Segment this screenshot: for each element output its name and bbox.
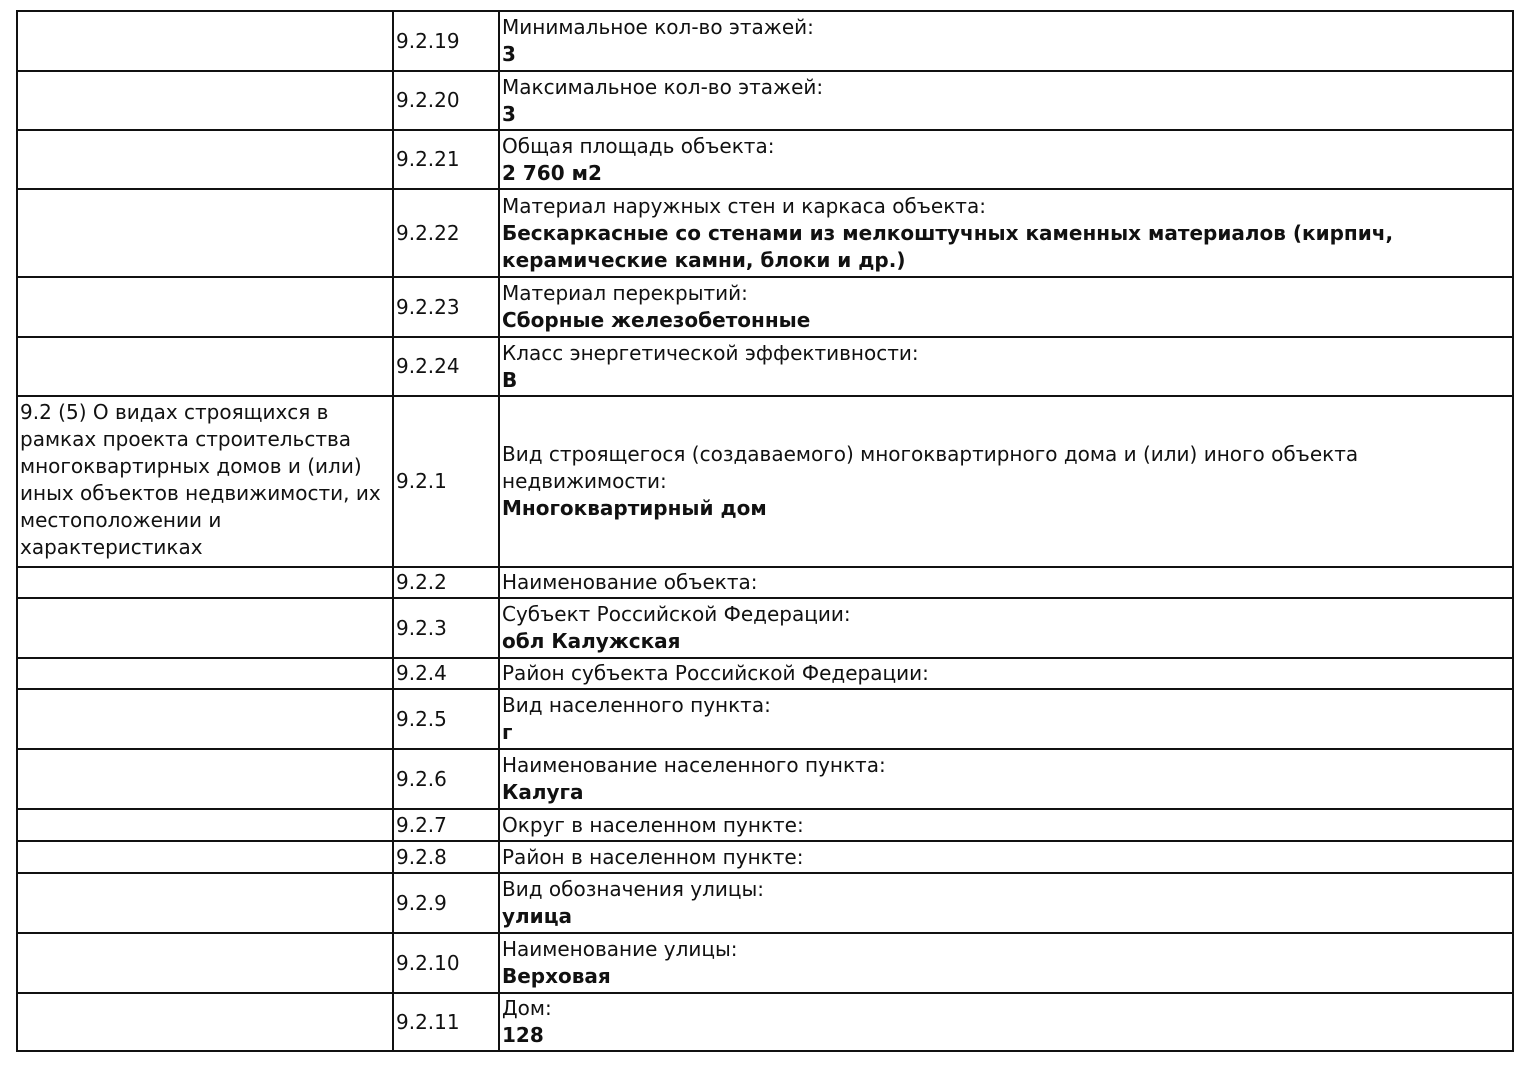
field-label: Наименование улицы: [502,937,738,961]
field-label: Наименование объекта: [502,570,758,594]
section-cell [17,749,393,809]
section-cell [17,598,393,658]
field-value: В [502,367,518,392]
item-number: 9.2.24 [393,337,499,396]
content-cell [499,933,1513,993]
field-label: Максимальное кол-во этажей: [502,74,824,99]
item-number: 9.2.8 [393,841,499,873]
item-number: 9.2.19 [393,11,499,71]
section-cell [17,933,393,993]
item-number: 9.2.11 [393,993,499,1051]
section-cell [17,841,393,873]
field-label: Наименование населенного пункта: [502,753,886,777]
item-number: 9.2.20 [393,71,499,130]
item-number: 9.2.3 [393,598,499,658]
field-label: Общая площадь объекта: [502,133,775,158]
content-cell [499,189,1513,277]
field-label: Минимальное кол-во этажей: [502,15,814,39]
section-cell [17,337,393,396]
field-value: 2 760 м2 [502,160,602,185]
section-cell [17,658,393,689]
section-cell [17,809,393,841]
item-number: 9.2.2 [393,567,499,598]
table-row [17,873,1513,933]
content-cell [499,396,1513,567]
field-label: Округ в населенном пункте: [502,812,804,837]
field-label: Вид строящегося (создаваемого) многоквартирного дома и (или) иного объекта недвижимости: [502,442,1359,493]
section-cell [17,277,393,337]
section-cell [17,71,393,130]
table-row [17,933,1513,993]
item-number: 9.2.1 [393,396,499,567]
field-value: 128 [502,1023,544,1047]
field-value: 3 [502,42,516,66]
field-value: Многоквартирный дом [502,496,767,520]
table-row [17,689,1513,749]
table-row [17,658,1513,689]
item-number: 9.2.23 [393,277,499,337]
table-row [17,11,1513,71]
field-label: Материал наружных стен и каркаса объекта: [502,193,986,218]
table-row [17,130,1513,189]
item-number: 9.2.10 [393,933,499,993]
field-label: Вид населенного пункта: [502,693,771,717]
section-cell [17,567,393,598]
field-label: Субъект Российской Федерации: [502,602,851,626]
field-value: Верховая [502,964,611,988]
item-number: 9.2.6 [393,749,499,809]
field-value: Бескаркасные со стенами из мелкоштучных каменных материалов (кирпич, керамические камни, блоки и др.) [502,220,1394,272]
field-label: Район субъекта Российской Федерации: [502,661,929,685]
table-row [17,809,1513,841]
content-cell [499,11,1513,71]
content-cell [499,993,1513,1051]
table-row [17,337,1513,396]
content-cell [499,809,1513,841]
field-value: г [502,720,513,744]
table-row [17,598,1513,658]
section-cell [17,11,393,71]
content-cell [499,658,1513,689]
field-value: Калуга [502,780,584,804]
content-cell [499,689,1513,749]
field-value: Сборные железобетонные [502,308,811,332]
section-cell [17,189,393,277]
field-value: 3 [502,101,516,126]
property-info-table [16,10,1514,1052]
table-row [17,567,1513,598]
table-row [17,277,1513,337]
table-row [17,749,1513,809]
section-cell [17,689,393,749]
item-number: 9.2.21 [393,130,499,189]
field-label: Район в населенном пункте: [502,844,804,869]
field-label: Дом: [502,996,552,1020]
item-number: 9.2.9 [393,873,499,933]
field-value: улица [502,904,573,928]
table-row [17,841,1513,873]
content-cell [499,598,1513,658]
item-number: 9.2.22 [393,189,499,277]
table-row [17,993,1513,1051]
item-number: 9.2.7 [393,809,499,841]
section-cell [17,993,393,1051]
section-cell [17,130,393,189]
content-cell [499,71,1513,130]
content-cell [499,130,1513,189]
content-cell [499,277,1513,337]
field-label: Класс энергетической эффективности: [502,340,919,365]
field-label: Материал перекрытий: [502,281,748,305]
content-cell [499,749,1513,809]
table-row [17,396,1513,567]
field-value: обл Калужская [502,629,681,653]
field-label: Вид обозначения улицы: [502,877,765,901]
content-cell [499,841,1513,873]
section-cell [17,873,393,933]
section-cell: 9.2 (5) О видах строящихся в рамках проекта строительства многоквартирных домов и (или) иных объектов недвижимости, их местоположении и характеристиках [17,396,393,567]
table-row [17,71,1513,130]
item-number: 9.2.5 [393,689,499,749]
content-cell [499,873,1513,933]
content-cell [499,567,1513,598]
content-cell [499,337,1513,396]
item-number: 9.2.4 [393,658,499,689]
table-row [17,189,1513,277]
